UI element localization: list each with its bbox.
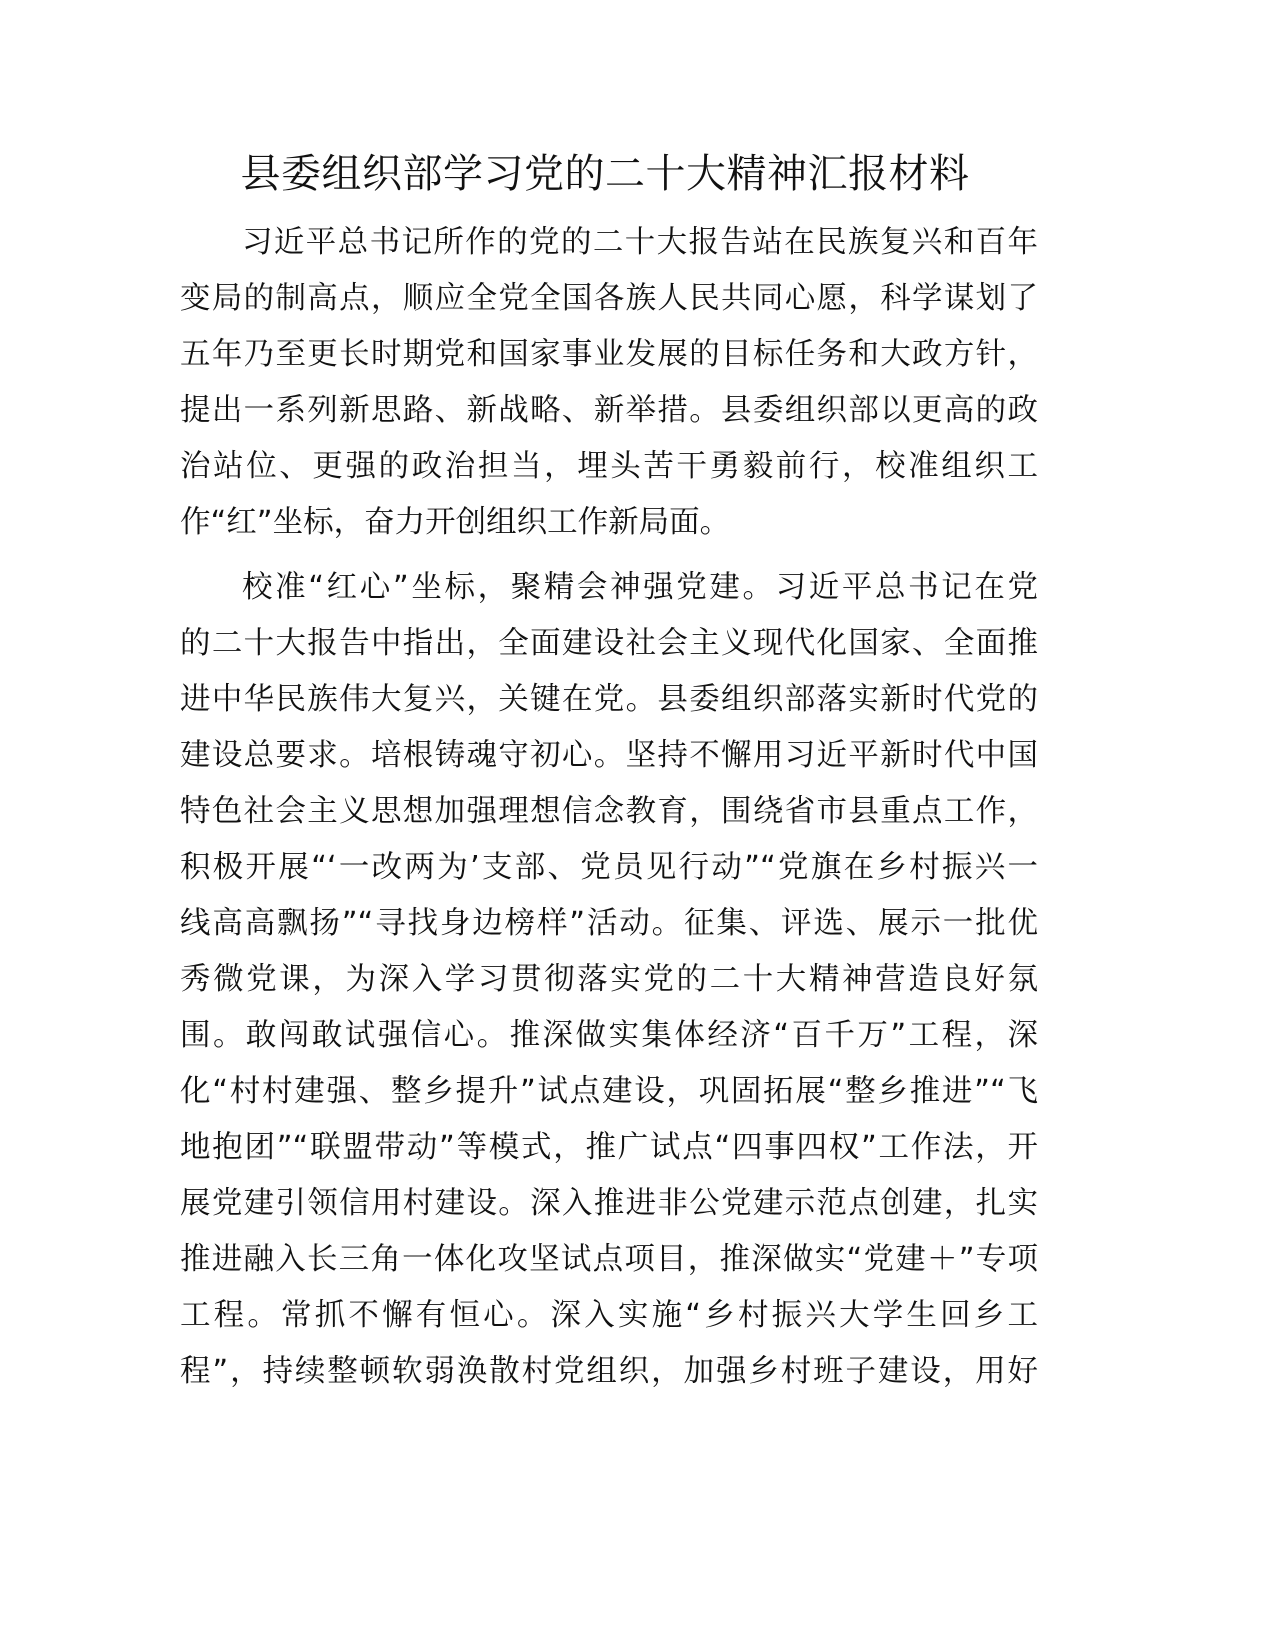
text-line: 进中华民族伟大复兴，关键在党。县委组织部落实新时代党的 (180, 682, 1038, 717)
text-line: 变局的制高点，顺应全党全国各族人民共同心愿，科学谋划了 (180, 281, 1038, 316)
text-line: 秀微党课，为深入学习贯彻落实党的二十大精神营造良好氛 (180, 962, 1038, 997)
text-line: 治站位、更强的政治担当，埋头苦干勇毅前行，校准组织工 (180, 449, 1038, 484)
text-line: 工程。常抓不懈有恒心。深入实施“乡村振兴大学生回乡工 (180, 1298, 1038, 1333)
text-line: 的二十大报告中指出，全面建设社会主义现代化国家、全面推 (180, 626, 1038, 661)
text-line: 化“村村建强、整乡提升”试点建设，巩固拓展“整乡推进”“飞 (180, 1074, 1038, 1109)
text-line: 展党建引领信用村建设。深入推进非公党建示范点创建，扎实 (180, 1186, 1038, 1221)
text-line: 作“红”坐标，奋力开创组织工作新局面。 (180, 505, 731, 540)
document-title: 县委组织部学习党的二十大精神汇报材料 (240, 151, 970, 197)
paragraph-red-heart (180, 560, 1038, 1400)
text-line: 积极开展“‘一改两为’支部、党员见行动”“党旗在乡村振兴一 (180, 850, 1038, 885)
text-line: 推进融入长三角一体化攻坚试点项目，推深做实“党建＋”专项 (180, 1242, 1038, 1277)
text-line: 围。敢闯敢试强信心。推深做实集体经济“百千万”工程，深 (180, 1018, 1038, 1053)
paragraph-intro (180, 215, 1038, 551)
text-line: 校准“红心”坐标，聚精会神强党建。习近平总书记在党 (242, 570, 1038, 605)
text-line: 地抱团”“联盟带动”等模式，推广试点“四事四权”工作法，开 (180, 1130, 1038, 1165)
text-line: 线高高飘扬”“寻找身边榜样”活动。征集、评选、展示一批优 (180, 906, 1038, 941)
text-line: 习近平总书记所作的党的二十大报告站在民族复兴和百年 (242, 225, 1038, 260)
text-line: 特色社会主义思想加强理想信念教育，围绕省市县重点工作， (180, 794, 1038, 829)
text-line: 建设总要求。培根铸魂守初心。坚持不懈用习近平新时代中国 (180, 738, 1038, 773)
text-line: 程”，持续整顿软弱涣散村党组织，加强乡村班子建设，用好 (180, 1354, 1038, 1389)
text-line: 五年乃至更长时期党和国家事业发展的目标任务和大政方针， (180, 337, 1038, 372)
text-line: 提出一系列新思路、新战略、新举措。县委组织部以更高的政 (180, 393, 1038, 428)
